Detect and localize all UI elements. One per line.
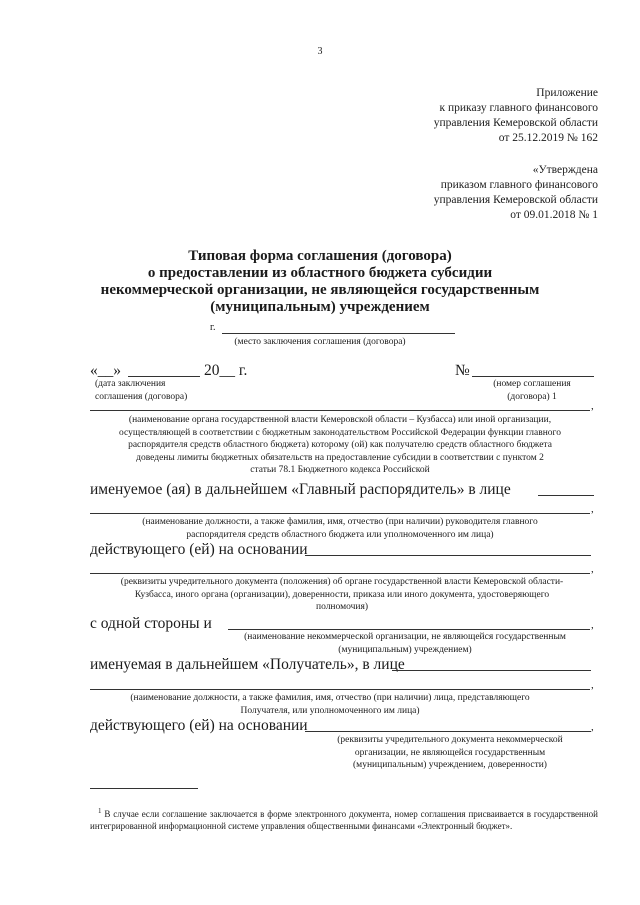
rec-official-caption (20, 692, 640, 717)
footnote-mark: 1 (98, 807, 102, 815)
caption-line: организации, не являющейся государственным (354, 747, 546, 758)
date-year: 20__ г. (204, 362, 248, 379)
recipient-org-field[interactable] (228, 629, 590, 630)
caption-line: (наименование некоммерческой организации, не являющейся государственным (244, 632, 566, 642)
number-caption-line: (договора) 1 (507, 391, 557, 402)
approved-line: «Утверждена (532, 164, 598, 176)
caption-line: распорядителя средств областного бюджета) которому (ой) как получателю средств областного бюджета (128, 440, 552, 450)
place-field[interactable] (222, 333, 455, 334)
number-caption-line: (номер соглашения (493, 379, 571, 389)
caption-line: полномочия) (315, 602, 368, 612)
caption-line: (наименование органа государственной власти Кемеровской области – Кузбасса) или иной организации, (128, 415, 552, 425)
caption-line: (наименование должности, а также фамилия, имя, отчество (при наличии) руководителя главного (142, 517, 538, 527)
page-number: 3 (317, 46, 323, 57)
approved-line: приказом главного финансового (440, 179, 598, 191)
recipient-person-field[interactable] (90, 689, 590, 690)
date-caption-line: соглашения (договора) (95, 391, 188, 402)
acting-basis-field-2[interactable] (90, 573, 590, 574)
acting-basis-text-2: действующего (ей) на основании (90, 717, 308, 734)
main-person-field-end[interactable] (538, 495, 594, 496)
caption-line: (муниципальным) учреждением) (338, 644, 472, 655)
caption-line: распорядителя средств областного бюджета или уполномоченного им лица) (186, 529, 494, 540)
caption-line: Получателя, или уполномоченного им лица) (240, 705, 420, 716)
title-line: о предоставлении из областного бюджета субсидии (147, 265, 493, 281)
org-caption (210, 631, 600, 656)
number-sign: № (455, 362, 470, 379)
official-caption (40, 516, 640, 541)
rec-doc-caption (300, 734, 600, 772)
comma: , (591, 563, 594, 575)
place-prefix: г. (210, 322, 216, 333)
caption-line: доведены лимиты бюджетных обязательств на предоставление субсидии в соответствии с пунктом 2 (136, 452, 544, 463)
comma: , (591, 721, 594, 733)
comma: , (591, 619, 594, 631)
acting-basis-field[interactable] (305, 555, 591, 556)
authority-field[interactable] (90, 410, 590, 411)
hereinafter-recipient-text: именуемая в дальнейшем «Получатель», в лице (90, 656, 405, 673)
date-caption (95, 378, 187, 403)
caption-line: (реквизиты учредительного документа (положения) об органе государственной власти Кемеровской области- (120, 577, 564, 587)
date-day: «__» (90, 362, 121, 379)
main-person-field[interactable] (90, 513, 590, 514)
title-line: (муниципальным) учреждением (210, 299, 430, 315)
authority-caption (0, 414, 640, 477)
doc-caption (0, 576, 640, 614)
document-title (0, 248, 640, 316)
appendix-line: от 25.12.2019 № 162 (498, 132, 598, 144)
approved-line: управления Кемеровской области (433, 194, 598, 206)
approved-line: от 09.01.2018 № 1 (510, 209, 598, 221)
appendix-line: Приложение (536, 87, 598, 99)
footnote-text: В случае если соглашение заключается в форме электронного документа, номер соглашения присваивается в государственной интегрированной информационной системе управления общественными финансами «Электронный бюджет». (90, 809, 599, 831)
comma: , (591, 503, 594, 515)
appendix-line: к приказу главного финансового (439, 102, 598, 114)
footnote (90, 805, 598, 832)
caption-line: (наименование должности, а также фамилия, имя, отчество (при наличии) лица, представляющего (130, 693, 530, 703)
acting-basis-text: действующего (ей) на основании (90, 541, 308, 558)
title-line: Типовая форма соглашения (договора) (188, 248, 452, 264)
caption-line: (муниципальным) учреждением, доверенности) (353, 760, 547, 770)
caption-line: статьи 78.1 Бюджетного кодекса Российской (250, 465, 430, 475)
caption-line: осуществляющей в соответствии с бюджетным законодательством Российской Федерации функции главного (119, 427, 561, 438)
appendix-line: управления Кемеровской области (433, 117, 598, 129)
footnote-separator (90, 788, 198, 789)
comma: , (591, 679, 594, 691)
hereinafter-main-text: именуемое (ая) в дальнейшем «Главный распорядитель» в лице (90, 481, 511, 498)
date-caption-line: (дата заключения (95, 379, 166, 389)
title-line: некоммерческой организации, не являющейся государственным (100, 282, 540, 298)
agreement-number-field[interactable] (472, 376, 594, 377)
caption-line: (реквизиты учредительного документа некоммерческой (337, 735, 563, 745)
one-side-text: с одной стороны и (90, 615, 212, 632)
date-month-field[interactable] (128, 376, 200, 377)
caption-line: Кузбасса, иного органа (организации), доверенности, приказа или иного документа, удостоверяющего (134, 589, 550, 600)
number-caption (470, 378, 594, 403)
recipient-person-field-end[interactable] (392, 670, 591, 671)
comma: , (591, 400, 594, 412)
recipient-basis-field[interactable] (305, 731, 591, 732)
place-caption: (место заключения соглашения (договора) (234, 337, 406, 347)
